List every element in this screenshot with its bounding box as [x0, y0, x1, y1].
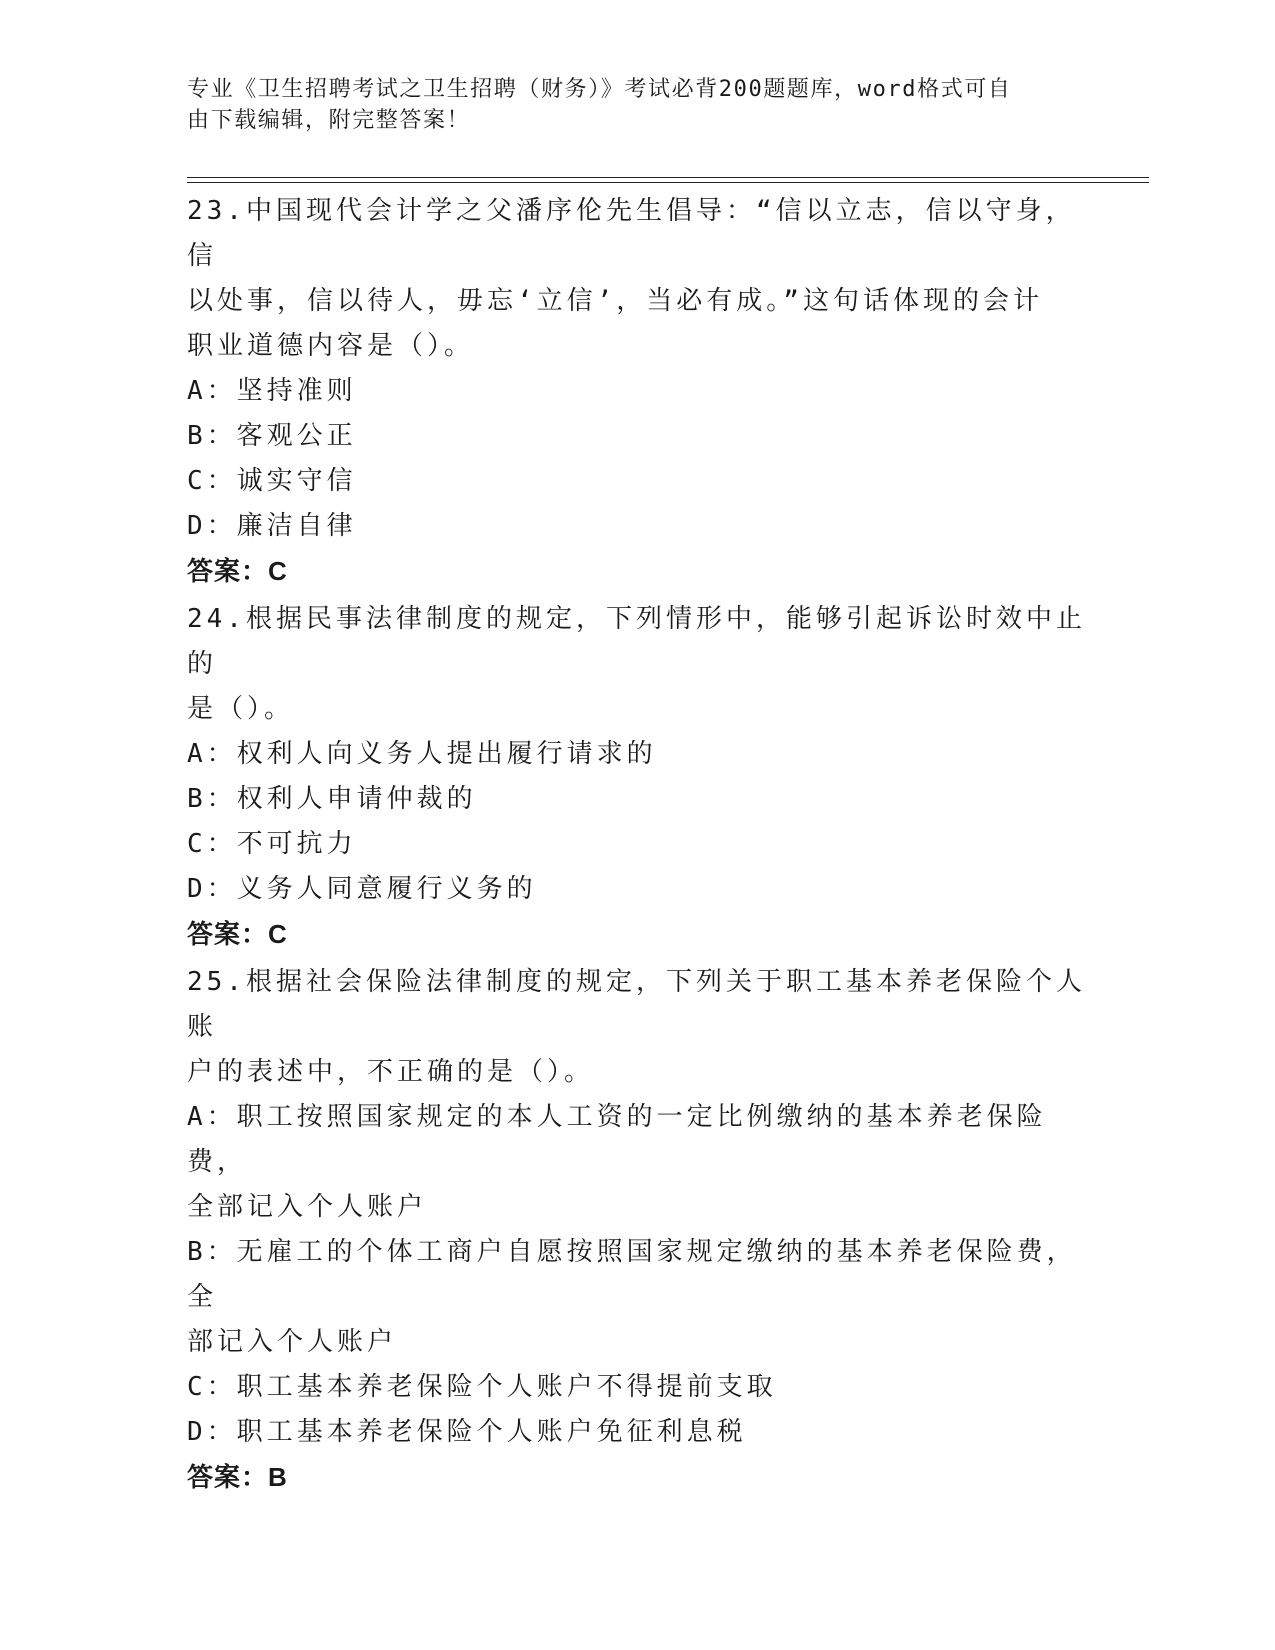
header-title-line-2: 由下载编辑，附完整答案！: [187, 108, 471, 133]
option-line: 部记入个人账户: [187, 1327, 398, 1357]
stem-line: 以处事，信以待人，毋忘‘立信’，当必有成。”这句话体现的会计: [187, 286, 1043, 316]
option-b: B：权利人申请仲裁的: [187, 784, 477, 814]
question-stem: [187, 960, 1087, 1095]
header-divider-top: [187, 177, 1149, 178]
document-header: [187, 74, 1067, 136]
option-b: [187, 1230, 1087, 1365]
stem-line: 职业道德内容是（）。: [187, 331, 475, 361]
header-divider-bottom: [187, 182, 1149, 183]
option-d: D：义务人同意履行义务的: [187, 874, 537, 904]
option-b: B：客观公正: [187, 421, 357, 451]
question-25: [187, 960, 1087, 1500]
question-23: [187, 189, 1087, 594]
answer: 答案：B: [187, 1462, 288, 1492]
option-line: A：职工按照国家规定的本人工资的一定比例缴纳的基本养老保险费，: [187, 1102, 1047, 1177]
option-c: C：职工基本养老保险个人账户不得提前支取: [187, 1372, 777, 1402]
question-stem: [187, 597, 1087, 732]
answer: 答案：C: [187, 919, 288, 949]
option-a: A：权利人向义务人提出履行请求的: [187, 739, 657, 769]
answer: 答案：C: [187, 556, 288, 586]
question-stem: [187, 189, 1087, 369]
stem-line: 户的表述中，不正确的是（）。: [187, 1057, 595, 1087]
option-d: D：职工基本养老保险个人账户免征利息税: [187, 1417, 747, 1447]
option-c: C：不可抗力: [187, 829, 357, 859]
option-line: 全部记入个人账户: [187, 1192, 428, 1222]
option-a: [187, 1095, 1087, 1230]
option-d: D：廉洁自律: [187, 511, 357, 541]
stem-line: 是（）。: [187, 694, 295, 724]
header-title-line-1: 专业《卫生招聘考试之卫生招聘（财务）》考试必背200题题库，word格式可自: [187, 77, 1012, 102]
option-c: C：诚实守信: [187, 466, 357, 496]
question-24: [187, 597, 1087, 957]
stem-line: 24.根据民事法律制度的规定，下列情形中，能够引起诉讼时效中止的: [187, 604, 1086, 679]
stem-line: 25.根据社会保险法律制度的规定，下列关于职工基本养老保险个人账: [187, 967, 1086, 1042]
stem-line: 23.中国现代会计学之父潘序伦先生倡导：“信以立志，信以守身，信: [187, 196, 1076, 271]
option-line: B：无雇工的个体工商户自愿按照国家规定缴纳的基本养老保险费，全: [187, 1237, 1077, 1312]
option-a: A：坚持准则: [187, 376, 357, 406]
